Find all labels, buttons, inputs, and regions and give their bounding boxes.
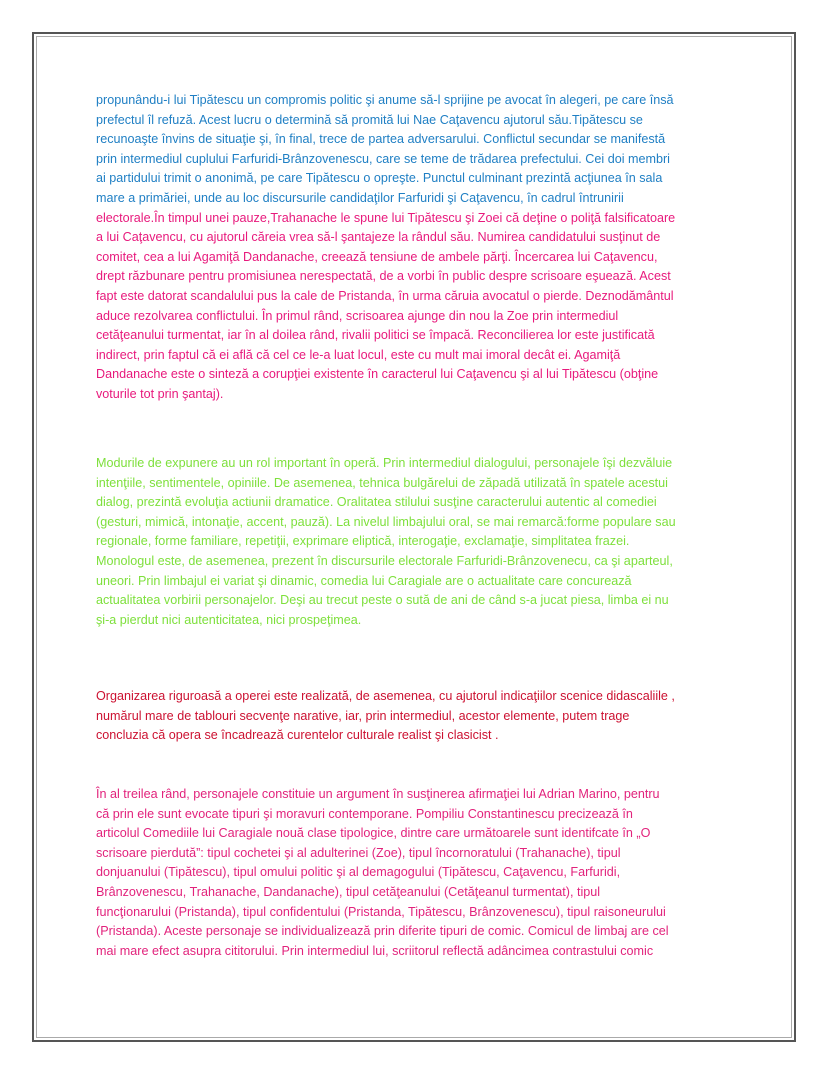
text-line: prin intermediul cuplului Farfuridi-Brânzovenescu, care se teme de trădarea prefectului. Cei doi membri (96, 151, 670, 166)
text-line: donjuanului (Tipătescu), tipul omului politic şi al demagogului (Tipătescu, Caţavencu, Farfuridi, (96, 865, 621, 880)
text-line: concluzia că opera se încadrează curentelor culturale realist şi clasicist . (96, 728, 499, 743)
paragraph-modes-of-expression (96, 454, 746, 630)
paragraph-plot-conflict (96, 91, 746, 405)
text-line: electorale.În timpul unei pauze,Trahanache le spune lui Tipătescu şi Zoei că deţine o poliţă falsificatoare (96, 210, 676, 225)
text-line: Brânzovenescu, Trahanache, Dandanache), tipul cetăţeanului (Cetăţeanul turmentat), tipul (96, 884, 601, 899)
text-line: numărul mare de tablouri secvenţe narative, iar, prin intermediul, acestor elemente, putem trage (96, 708, 630, 723)
text-line: Organizarea riguroasă a operei este realizată, de asemenea, cu ajutorul indicaţiilor scenice didascaliile , (96, 689, 675, 703)
text-line: prefectul îl refuză. Acest lucru o determină să promită lui Nae Caţavencu ajutorul său.Tipătescu se (96, 112, 643, 127)
text-line: Modurile de expunere au un rol important în operă. Prin intermediul dialogului, personajele îşi dezvăluie (96, 456, 673, 470)
text-line: mare a primăriei, unde au loc discursurile candidaţilor Farfuridi şi Caţavencu, în cadrul întrunirii (96, 190, 624, 205)
text-line: funcţionarului (Pristanda), tipul confidentului (Pristanda, Tipătescu, Brânzovenescu), tipul raisoneurului (96, 904, 666, 919)
text-line: actualitatea vorbirii personajelor. Deşi au trecut peste o sută de ani de când s-a jucat piesa, limba ei nu (96, 593, 669, 608)
text-line: fapt este datorat scandalului pus la cale de Pristanda, în urma căruia avocatul o pierde. Deznodământul (96, 288, 674, 303)
paragraph-characters (96, 785, 746, 961)
text-line: intenţiile, sentimentele, opiniile. De asemenea, tehnica bulgărelui de zăpadă utilizată în spatele acestui (96, 475, 668, 490)
text-line: ai partidului trimit o anonimă, pe care Tipătescu o opreşte. Punctul culminant prezintă acţiunea în sala (96, 171, 663, 186)
text-line: a lui Caţavencu, cu ajutorul căreia vrea să-l şantajeze la rândul său. Numirea candidatului susţinut de (96, 230, 661, 245)
text-line: În al treilea rând, personajele constituie un argument în susţinerea afirmaţiei lui Adrian Marino, pentru (96, 787, 660, 801)
text-line: articolul Comediile lui Caragiale nouă clase tipologice, dintre care următoarele sunt identifcate în „O (96, 826, 651, 841)
text-line: dialog, prezintă evoluţia actiunii dramatice. Oralitatea stilului susţine caracterului autentic al comediei (96, 495, 657, 510)
text-line: scrisoare pierdută”: tipul cochetei şi al adulterinei (Zoe), tipul încornoratului (Trahanache), tipul (96, 845, 621, 860)
text-line: recunoaşte învins de situaţie şi, în final, trece de partea adversarului. Conflictul secundar se manifestă (96, 132, 666, 147)
text-line: regionale, forme familiare, repetiţii, exprimare eliptică, interogaţie, exclamaţie, simplitatea frazei. (96, 534, 630, 549)
text-line: voturile tot prin şantaj). (96, 386, 224, 401)
text-line: drept răzbunare pentru promisiunea nerespectată, de a vorbi în public despre scrisoare eşuează. Acest (96, 269, 671, 284)
text-line: comitet, cea a lui Agamiţă Dandanache, creează tensiune de ambele părţi. Încercarea lui Caţavencu, (96, 249, 658, 264)
text-line: că prin ele sunt evocate tipuri şi moravuri contemporane. Pompiliu Constantinescu precizează în (96, 806, 633, 821)
text-line: şi-a pierdut nici autenticitatea, nici prospeţimea. (96, 612, 362, 627)
text-line: indirect, prin faptul că ei află că cel ce le-a luat locul, este cu mult mai imoral decât ei. Agamiţă (96, 347, 621, 362)
text-line: Dandanache este o sinteză a corupţiei existente în caracterul lui Caţavencu şi al lui Tipătescu (obţine (96, 367, 659, 382)
text-line: Monologul este, de asemenea, prezent în discursurile electorale Farfuridi-Brânzovenecu, ca şi aparteul, (96, 553, 673, 568)
text-line: aduce rezolvarea conflictului. În primul rând, scrisoarea ajunge din nou la Zoe prin intermediul (96, 308, 619, 323)
text-line: (Pristanda). Aceste personaje se individualizează prin diferite tipuri de comic. Comicul de limbaj are cel (96, 924, 669, 939)
text-line: cetăţeanului turmentat, iar în al doilea rând, rivalii politici se împacă. Reconcilierea lor este justificată (96, 328, 655, 343)
text-line: propunându-i lui Tipătescu un compromis politic şi anume să-l sprijine pe avocat în alegeri, pe care însă (96, 93, 674, 107)
text-line: mai mare efect asupra cititorului. Prin intermediul lui, scriitorul reflectă adâncimea contrastului comic (96, 943, 654, 958)
text-line: uneori. Prin limbajul ei variat şi dinamic, comedia lui Caragiale are o actualitate care concurează (96, 573, 632, 588)
paragraph-organization (96, 687, 746, 746)
text-line: (gesturi, mimică, intonaţie, accent, pauză). La nivelul limbajului oral, se mai remarcă:forme populare sau (96, 514, 676, 529)
